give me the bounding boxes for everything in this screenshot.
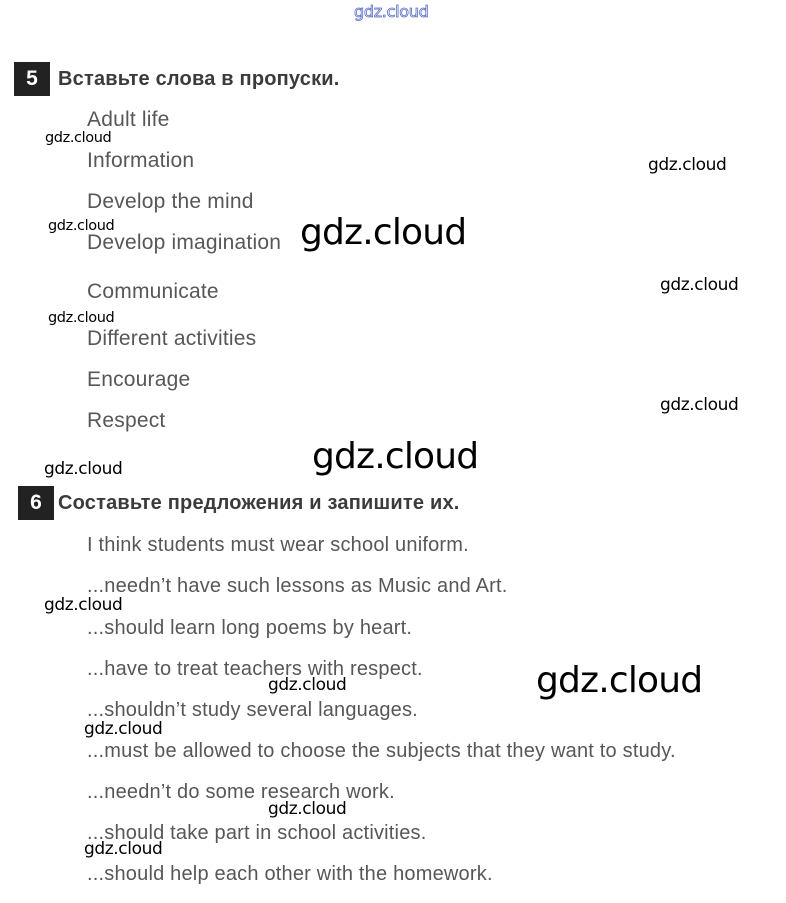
word-item: Communicate — [87, 280, 219, 303]
sentence-item: ...shouldn’t study several languages. — [87, 699, 418, 721]
watermark: gdz.cloud — [44, 459, 123, 479]
watermark: gdz.cloud — [300, 212, 467, 253]
sentence-item: ...needn’t do some research work. — [87, 781, 395, 803]
watermark: gdz.cloud — [84, 839, 163, 859]
task-6-title: Составьте предложения и запишите их. — [58, 492, 460, 514]
word-item: Different activities — [87, 327, 257, 350]
watermark: gdz.cloud — [48, 310, 115, 326]
watermark: gdz.cloud — [660, 275, 739, 295]
watermark: gdz.cloud — [536, 660, 703, 701]
word-item: Adult life — [87, 108, 170, 131]
watermark: gdz.cloud — [268, 799, 347, 819]
word-item: Encourage — [87, 368, 191, 391]
sentence-item: ...needn’t have such lessons as Music and Art. — [87, 575, 508, 597]
word-item: Develop the mind — [87, 190, 254, 213]
sentence-item: I think students must wear school uniform. — [87, 534, 469, 556]
task-5-title: Вставьте слова в пропуски. — [58, 68, 340, 90]
sentence-item: ...must be allowed to choose the subjects that they want to study. — [87, 740, 676, 762]
word-item: Respect — [87, 409, 166, 432]
word-item: Develop imagination — [87, 231, 282, 254]
task-6-number: 6 — [18, 486, 54, 520]
sentence-item: ...have to treat teachers with respect. — [87, 658, 423, 680]
header-watermark: gdz.cloud — [354, 2, 429, 21]
sentence-item: ...should help each other with the homework. — [87, 863, 493, 885]
watermark: gdz.cloud — [268, 675, 347, 695]
watermark: gdz.cloud — [660, 395, 739, 415]
watermark: gdz.cloud — [84, 719, 163, 739]
watermark: gdz.cloud — [44, 595, 123, 615]
sentence-item: ...should take part in school activities. — [87, 822, 427, 844]
watermark: gdz.cloud — [648, 155, 727, 175]
task-5-number: 5 — [14, 62, 50, 96]
watermark: gdz.cloud — [312, 436, 479, 477]
word-item: Information — [87, 149, 195, 172]
watermark: gdz.cloud — [45, 130, 112, 146]
watermark: gdz.cloud — [48, 218, 115, 234]
sentence-item: ...should learn long poems by heart. — [87, 617, 413, 639]
